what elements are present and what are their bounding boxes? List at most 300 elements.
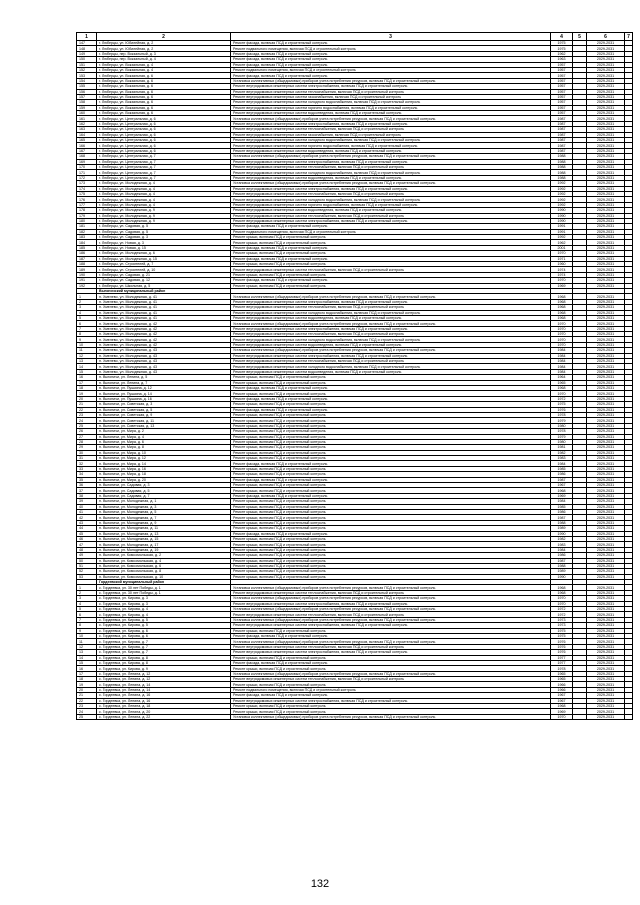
- row-address: г. Люберцы, ул. Вокзальная, д. 6: [97, 94, 231, 99]
- row-address: г. Люберцы, ул. Молодежная, д. 4: [97, 202, 231, 207]
- row-year: 1986: [551, 553, 573, 558]
- row-work-type: Ремонт внутридомовых инженерных систем горячего водоснабжения, включая ПСД и строительный контроль: [231, 143, 551, 148]
- row-year: 1988: [551, 563, 573, 568]
- row-year: 1990: [551, 208, 573, 213]
- row-number: 147: [77, 41, 97, 46]
- row-address: п. Выгоничи, ул. Молодежная, д. 13: [97, 531, 231, 536]
- row-period: 2029-2031: [587, 677, 625, 682]
- row-number: 151: [77, 62, 97, 67]
- row-work-type: Установка коллективных (общедомовых) приборов учета потребления ресурсов, включая ПСД и строительный контроль: [231, 154, 551, 159]
- row-address: с. Гордеевка, ул. Ленина, д. 12: [97, 677, 231, 682]
- row-address: п. Выгоничи, ул. Садовая, д. 3: [97, 483, 231, 488]
- row-year: 1965: [551, 671, 573, 676]
- row-year: 1970: [551, 326, 573, 331]
- row-period: 2029-2031: [587, 666, 625, 671]
- row-number: 7: [77, 617, 97, 622]
- row-address: г. Люберцы, ул. Строителей, д. 7: [97, 262, 231, 267]
- row-period: 2029-2031: [587, 191, 625, 196]
- row-work-type: Ремонт крыши, включая ПСД и строительный контроль: [231, 456, 551, 461]
- row-work-type: Ремонт крыши, включая ПСД и строительный контроль: [231, 272, 551, 277]
- row-work-type: Ремонт крыши, включая ПСД и строительный контроль: [231, 235, 551, 240]
- row-address: п. Выгоничи, ул. Комсомольская, д. 6: [97, 563, 231, 568]
- row-number: 169: [77, 159, 97, 164]
- row-work-type: Ремонт внутридомовых инженерных систем теплоснабжения, включая ПСД и строительный контроль: [231, 164, 551, 169]
- row-number: 48: [77, 547, 97, 552]
- row-year: 1975: [551, 46, 573, 51]
- row-period: 2029-2031: [587, 84, 625, 89]
- row-number: 37: [77, 488, 97, 493]
- row-address: п. Хмелево, ул. Молодежная, д. 41: [97, 305, 231, 310]
- row-work-type: Установка коллективных (общедомовых) приборов учета потребления ресурсов, включая ПСД и строительный контроль: [231, 617, 551, 622]
- row-address: г. Люберцы, ул. Молодежная, д. 6: [97, 251, 231, 256]
- row-address: г. Люберцы, ул. Центральная, д. 6: [97, 148, 231, 153]
- row-work-type: Ремонт внутридомовых инженерных систем теплоснабжения, включая ПСД и строительный контроль: [231, 213, 551, 218]
- row-year: 1984: [551, 353, 573, 358]
- row-number: 19: [77, 682, 97, 687]
- row-address: п. Выгоничи, ул. Ленина, д. 5: [97, 375, 231, 380]
- row-period: 2029-2031: [587, 509, 625, 514]
- row-work-type: Ремонт внутридомовых инженерных систем водоотведения, включая ПСД и строительный контроль: [231, 208, 551, 213]
- row-work-type: Ремонт фасада, включая ПСД и строительный контроль: [231, 224, 551, 229]
- row-address: п. Выгоничи, ул. Мира, д. 16: [97, 466, 231, 471]
- row-period: 2029-2031: [587, 493, 625, 498]
- row-address: п. Выгоничи, ул. Советская, д. 5: [97, 407, 231, 412]
- row-number: 9: [77, 337, 97, 342]
- row-period: 2029-2031: [587, 283, 625, 288]
- row-work-type: Ремонт фасада, включая ПСД и строительный контроль: [231, 396, 551, 401]
- row-number: 179: [77, 213, 97, 218]
- row-address: с. Гордеевка, ул. Кирова, д. 7: [97, 644, 231, 649]
- row-address: п. Выгоничи, ул. Мира, д. 12: [97, 456, 231, 461]
- row-work-type: Ремонт крыши, включая ПСД и строительный контроль: [231, 682, 551, 687]
- row-work-type: Установка коллективных (общедомовых) приборов учета потребления ресурсов, включая ПСД и строительный контроль: [231, 585, 551, 590]
- row-period: 2029-2031: [587, 499, 625, 504]
- row-address: п. Выгоничи, ул. Молодежная, д. 5: [97, 509, 231, 514]
- row-work-type: Ремонт внутридомовых инженерных систем теплоснабжения, включая ПСД и строительный контроль: [231, 89, 551, 94]
- row-number: 51: [77, 563, 97, 568]
- row-year: 1985: [551, 466, 573, 471]
- row-work-type: Ремонт фасада, включая ПСД и строительный контроль: [231, 660, 551, 665]
- row-work-type: Ремонт внутридомовых инженерных систем электроснабжения, включая ПСД и строительный контроль: [231, 186, 551, 191]
- row-period: 2029-2031: [587, 111, 625, 116]
- row-work-type: Ремонт крыши, включая ПСД и строительный контроль: [231, 450, 551, 455]
- row-period: 2029-2031: [587, 170, 625, 175]
- row-period: 2029-2031: [587, 321, 625, 326]
- row-number: 41: [77, 509, 97, 514]
- row-number: 52: [77, 569, 97, 574]
- row-work-type: Ремонт внутридомовых инженерных систем электроснабжения, включая ПСД и строительный контроль: [231, 84, 551, 89]
- row-number: 182: [77, 229, 97, 234]
- row-number: 17: [77, 671, 97, 676]
- row-work-type: Ремонт крыши, включая ПСД и строительный контроль: [231, 434, 551, 439]
- row-number: 3: [77, 305, 97, 310]
- row-period: 2029-2031: [587, 353, 625, 358]
- row-number: 38: [77, 493, 97, 498]
- row-address: Гордеевский муниципальный район: [97, 580, 231, 585]
- row-period: 2029-2031: [587, 429, 625, 434]
- row-work-type: Ремонт крыши, включая ПСД и строительный контроль: [231, 380, 551, 385]
- row-number: 172: [77, 175, 97, 180]
- row-period: 2029-2031: [587, 62, 625, 67]
- row-year: 1968: [551, 305, 573, 310]
- row-work-type: Ремонт крыши, включая ПСД и строительный контроль: [231, 488, 551, 493]
- row-period: 2029-2031: [587, 644, 625, 649]
- row-period: 2029-2031: [587, 67, 625, 72]
- row-address: г. Люберцы, ул. Центральная, д. 6: [97, 132, 231, 137]
- row-number: 170: [77, 164, 97, 169]
- row-period: 2029-2031: [587, 456, 625, 461]
- row-number: 177: [77, 202, 97, 207]
- row-period: 2029-2031: [587, 57, 625, 62]
- row-year: 1984: [551, 359, 573, 364]
- row-year: 1986: [551, 472, 573, 477]
- row-number: 163: [77, 127, 97, 132]
- row-address: п. Выгоничи, ул. Молодежная, д. 19: [97, 547, 231, 552]
- row-period: 2029-2031: [587, 660, 625, 665]
- row-year: 1957: [551, 67, 573, 72]
- row-period: 2029-2031: [587, 41, 625, 46]
- row-work-type: Ремонт фасада, включая ПСД и строительный контроль: [231, 477, 551, 482]
- row-period: 2029-2031: [587, 132, 625, 137]
- row-address: с. Гордеевка, ул. Кирова, д. 4: [97, 612, 231, 617]
- row-address: п. Выгоничи, ул. Садовая, д. 5: [97, 488, 231, 493]
- row-year: 1968: [551, 299, 573, 304]
- row-period: 2029-2031: [587, 547, 625, 552]
- row-period: 2029-2031: [587, 526, 625, 531]
- row-address: п. Выгоничи, ул. Молодежная, д. 7: [97, 515, 231, 520]
- row-period: 2029-2031: [587, 380, 625, 385]
- row-work-type: Ремонт крыши, включая ПСД и строительный контроль: [231, 240, 551, 245]
- row-number: 164: [77, 132, 97, 137]
- row-year: 1971: [551, 256, 573, 261]
- row-year: 1973: [551, 623, 573, 628]
- row-year: 1985: [551, 504, 573, 509]
- row-year: 1982: [551, 450, 573, 455]
- row-work-type: Ремонт внутридомовых инженерных систем горячего водоснабжения, включая ПСД и строительный контроль: [231, 202, 551, 207]
- row-period: 2029-2031: [587, 671, 625, 676]
- row-year: 1967: [551, 693, 573, 698]
- row-year: 1972: [551, 396, 573, 401]
- row-year: 1957: [551, 73, 573, 78]
- row-year: 1976: [551, 639, 573, 644]
- row-number: 16: [77, 666, 97, 671]
- row-address: г. Люберцы, ул. Центральная, д. 6: [97, 143, 231, 148]
- row-number: 35: [77, 477, 97, 482]
- row-address: г. Люберцы, ул. Молодежная, д. 4: [97, 191, 231, 196]
- row-year: 1987: [551, 148, 573, 153]
- row-number: 152: [77, 67, 97, 72]
- row-period: 2029-2031: [587, 224, 625, 229]
- row-year: 1992: [551, 202, 573, 207]
- row-address: п. Выгоничи, ул. Молодежная, д. 11: [97, 526, 231, 531]
- row-year: 1984: [551, 364, 573, 369]
- row-address: с. Гордеевка, ул. 30 лет Победы, д. 1: [97, 585, 231, 590]
- column-header: 5: [573, 33, 587, 41]
- row-year: 1968: [551, 386, 573, 391]
- row-address: с. Гордеевка, ул. Кирова, д. 8: [97, 660, 231, 665]
- row-work-type: Установка коллективных (общедомовых) приборов учета потребления ресурсов, включая ПСД и строительный контроль: [231, 116, 551, 121]
- row-number: 158: [77, 100, 97, 105]
- row-number: 4: [77, 310, 97, 315]
- row-address: п. Хмелево, ул. Молодежная, д. 42: [97, 337, 231, 342]
- row-work-type: Ремонт подвального помещения, включая ПСД и строительный контроль: [231, 67, 551, 72]
- row-work-type: Ремонт внутридомовых инженерных систем электроснабжения, включая ПСД и строительный контроль: [231, 218, 551, 223]
- row-period: 2029-2031: [587, 326, 625, 331]
- row-address: г. Люберцы, ул. Центральная, д. 7: [97, 164, 231, 169]
- row-period: 2029-2031: [587, 402, 625, 407]
- row-work-type: Ремонт крыши, включая ПСД и строительный контроль: [231, 391, 551, 396]
- row-number: 29: [77, 445, 97, 450]
- row-address: г. Люберцы, ул. Центральная, д. 6: [97, 138, 231, 143]
- row-work-type: Ремонт внутридомовых инженерных систем электроснабжения, включая ПСД и строительный контроль: [231, 623, 551, 628]
- row-number: 25: [77, 423, 97, 428]
- row-period: 2029-2031: [587, 682, 625, 687]
- row-number: 6: [77, 321, 97, 326]
- row-address: с. Гордеевка, ул. Ленина, д. 20: [97, 709, 231, 714]
- row-address: п. Хмелево, ул. Молодежная, д. 41: [97, 294, 231, 299]
- row-period: 2029-2031: [587, 520, 625, 525]
- row-number: 150: [77, 57, 97, 62]
- row-number: 34: [77, 472, 97, 477]
- row-year: 1984: [551, 369, 573, 374]
- row-year: 1992: [551, 197, 573, 202]
- row-work-type: Ремонт внутридомовых инженерных систем теплоснабжения, включая ПСД и строительный контроль: [231, 612, 551, 617]
- row-period: 2029-2031: [587, 601, 625, 606]
- row-address: г. Люберцы, ул. Садовая, д. 21: [97, 272, 231, 277]
- row-year: 1987: [551, 116, 573, 121]
- row-year: 1991: [551, 229, 573, 234]
- row-address: с. Гордеевка, ул. Кирова, д. 8: [97, 655, 231, 660]
- row-number: 188: [77, 262, 97, 267]
- row-work-type: Установка коллективных (общедомовых) приборов учета потребления ресурсов, включая ПСД и строительный контроль: [231, 78, 551, 83]
- row-period: 2029-2031: [587, 364, 625, 369]
- row-number: 5: [77, 607, 97, 612]
- row-number: 26: [77, 429, 97, 434]
- row-work-type: Ремонт внутридомовых инженерных систем теплоснабжения, включая ПСД и строительный контроль: [231, 677, 551, 682]
- row-work-type: Ремонт крыши, включая ПСД и строительный контроль: [231, 429, 551, 434]
- row-number: 22: [77, 698, 97, 703]
- row-year: 1990: [551, 531, 573, 536]
- row-number: 16: [77, 375, 97, 380]
- row-period: 2029-2031: [587, 687, 625, 692]
- row-year: 1979: [551, 434, 573, 439]
- row-work-type: Ремонт крыши, включая ПСД и строительный контроль: [231, 574, 551, 579]
- row-work-type: Ремонт внутридомовых инженерных систем теплоснабжения, включая ПСД и строительный контроль: [231, 305, 551, 310]
- row-number: 6: [77, 612, 97, 617]
- row-work-type: Ремонт внутридомовых инженерных систем электроснабжения, включая ПСД и строительный контроль: [231, 601, 551, 606]
- row-work-type: Установка коллективных (общедомовых) приборов учета потребления ресурсов, включая ПСД и строительный контроль: [231, 321, 551, 326]
- row-period: 2029-2031: [587, 310, 625, 315]
- row-year: 1975: [551, 633, 573, 638]
- row-work-type: Ремонт внутридомовых инженерных систем теплоснабжения, включая ПСД и строительный контроль: [231, 359, 551, 364]
- row-period: 2029-2031: [587, 375, 625, 380]
- row-number: 190: [77, 272, 97, 277]
- row-period: 2029-2031: [587, 623, 625, 628]
- row-period: 2029-2031: [587, 121, 625, 126]
- row-period: 2029-2031: [587, 278, 625, 283]
- row-work-type: Ремонт внутридомовых инженерных систем водоотведения, включая ПСД и строительный контроль: [231, 111, 551, 116]
- row-period: 2029-2031: [587, 407, 625, 412]
- row-work-type: Ремонт фасада, включая ПСД и строительный контроль: [231, 57, 551, 62]
- row-year: 1984: [551, 348, 573, 353]
- row-year: 1968: [551, 310, 573, 315]
- row-empty-cell: [625, 714, 633, 719]
- row-year: 1957: [551, 84, 573, 89]
- row-work-type: Ремонт крыши, включая ПСД и строительный контроль: [231, 558, 551, 563]
- row-work-type: Ремонт внутридомовых инженерных систем электроснабжения, включая ПСД и строительный контроль: [231, 299, 551, 304]
- row-address: п. Хмелево, ул. Молодежная, д. 41: [97, 310, 231, 315]
- row-period: 2029-2031: [587, 154, 625, 159]
- row-work-type: Ремонт крыши, включая ПСД и строительный контроль: [231, 655, 551, 660]
- capital-repair-table: [76, 32, 633, 720]
- row-period: 2029-2031: [587, 143, 625, 148]
- row-address: г. Люберцы, ул. Юбилейная, д. 2: [97, 41, 231, 46]
- row-period: 2029-2031: [587, 294, 625, 299]
- row-period: 2029-2031: [587, 628, 625, 633]
- row-work-type: Ремонт крыши, включая ПСД и строительный контроль: [231, 520, 551, 525]
- row-number: 21: [77, 693, 97, 698]
- row-work-type: Ремонт подвального помещения, включая ПСД и строительный контроль: [231, 46, 551, 51]
- row-address: п. Выгоничи, ул. Молодежная, д. 1: [97, 499, 231, 504]
- row-work-type: Ремонт крыши, включая ПСД и строительный контроль: [231, 504, 551, 509]
- row-year: 1964: [551, 375, 573, 380]
- row-address: п. Выгоничи, ул. Пушкина, д. 12: [97, 386, 231, 391]
- row-year: 1978: [551, 412, 573, 417]
- row-year: 1976: [551, 650, 573, 655]
- row-period: 2029-2031: [587, 94, 625, 99]
- row-address: п. Выгоничи, ул. Ленина, д. 7: [97, 380, 231, 385]
- row-work-type: Ремонт фасада, включая ПСД и строительный контроль: [231, 531, 551, 536]
- row-period: 2029-2031: [587, 488, 625, 493]
- row-period: 2029-2031: [587, 73, 625, 78]
- row-number: 18: [77, 386, 97, 391]
- row-work-type: Ремонт фасада, включая ПСД и строительный контроль: [231, 493, 551, 498]
- row-number: 12: [77, 353, 97, 358]
- row-year: 1975: [551, 628, 573, 633]
- row-period: 2029-2031: [587, 396, 625, 401]
- row-year: 1979: [551, 418, 573, 423]
- row-address: п. Хмелево, ул. Молодежная, д. 42: [97, 342, 231, 347]
- row-work-type: Ремонт фасада, включая ПСД и строительный контроль: [231, 62, 551, 67]
- row-address: г. Люберцы, ул. Центральная, д. 6: [97, 127, 231, 132]
- row-period: 2029-2031: [587, 445, 625, 450]
- row-year: 1969: [551, 709, 573, 714]
- row-period: 2029-2031: [587, 391, 625, 396]
- row-number: 189: [77, 267, 97, 272]
- row-period: 2029-2031: [587, 240, 625, 245]
- row-period: 2029-2031: [587, 148, 625, 153]
- row-number: 5: [77, 315, 97, 320]
- row-number: 165: [77, 138, 97, 143]
- row-work-type: Установка коллективных (общедомовых) приборов учета потребления ресурсов, включая ПСД и строительный контроль: [231, 607, 551, 612]
- row-address: п. Выгоничи, ул. Мира, д. 6: [97, 439, 231, 444]
- row-address: п. Хмелево, ул. Молодежная, д. 41: [97, 299, 231, 304]
- row-period: 2029-2031: [587, 633, 625, 638]
- row-address: п. Выгоничи, ул. Садовая, д. 7: [97, 493, 231, 498]
- row-period: 2029-2031: [587, 229, 625, 234]
- row-work-type: Ремонт внутридомовых инженерных систем теплоснабжения, включая ПСД и строительный контроль: [231, 332, 551, 337]
- row-work-type: Ремонт крыши, включая ПСД и строительный контроль: [231, 445, 551, 450]
- row-year: 1976: [551, 644, 573, 649]
- row-work-type: Ремонт внутридомовых инженерных систем электроснабжения, включая ПСД и строительный контроль: [231, 326, 551, 331]
- row-work-type: Ремонт внутридомовых инженерных систем теплоснабжения, включая ПСД и строительный контроль: [231, 127, 551, 132]
- row-number: 2: [77, 590, 97, 595]
- row-address: с. Гордеевка, ул. Ленина, д. 22: [97, 714, 231, 719]
- row-address: г. Люберцы, ул. Молодежная, д. 4: [97, 181, 231, 186]
- row-work-type: Ремонт фасада, включая ПСД и строительный контроль: [231, 51, 551, 56]
- row-work-type: Ремонт крыши, включая ПСД и строительный контроль: [231, 402, 551, 407]
- row-address: с. Гордеевка, ул. Ленина, д. 14: [97, 682, 231, 687]
- row-period: 2029-2031: [587, 477, 625, 482]
- row-address: г. Люберцы, ул. Садовая, д. 3: [97, 235, 231, 240]
- row-address: г. Люберцы, ул. Садовая, д. 12: [97, 278, 231, 283]
- row-work-type: Ремонт внутридомовых инженерных систем холодного водоснабжения, включая ПСД и строительный контроль: [231, 337, 551, 342]
- row-number: 176: [77, 197, 97, 202]
- row-work-type: Ремонт крыши, включая ПСД и строительный контроль: [231, 563, 551, 568]
- row-number: 154: [77, 78, 97, 83]
- row-year: 1988: [551, 170, 573, 175]
- row-number: 20: [77, 687, 97, 692]
- row-year: 1987: [551, 138, 573, 143]
- row-address: п. Выгоничи, ул. Мира, д. 10: [97, 450, 231, 455]
- row-year: 1984: [551, 461, 573, 466]
- row-work-type: Ремонт внутридомовых инженерных систем теплоснабжения, включая ПСД и строительный контроль: [231, 191, 551, 196]
- row-number: 156: [77, 89, 97, 94]
- row-work-type: Ремонт крыши, включая ПСД и строительный контроль: [231, 628, 551, 633]
- row-address: г. Люберцы, ул. Вокзальная, д. 6: [97, 100, 231, 105]
- row-period: 2029-2031: [587, 590, 625, 595]
- row-period: 2029-2031: [587, 536, 625, 541]
- row-work-type: Ремонт внутридомовых инженерных систем электроснабжения, включая ПСД и строительный контроль: [231, 698, 551, 703]
- row-work-type: Ремонт фасада, включая ПСД и строительный контроль: [231, 407, 551, 412]
- row-number: 181: [77, 224, 97, 229]
- row-number: 155: [77, 84, 97, 89]
- row-address: п. Выгоничи, ул. Комсомольская, д. 4: [97, 558, 231, 563]
- row-number: 47: [77, 542, 97, 547]
- row-address: г. Люберцы, ул. Молодежная, д. 9: [97, 218, 231, 223]
- row-number: 8: [77, 623, 97, 628]
- row-address: п. Выгоничи, ул. Мира, д. 2: [97, 429, 231, 434]
- row-period: 2029-2031: [587, 466, 625, 471]
- row-year: 1962: [551, 240, 573, 245]
- row-year: 1974: [551, 272, 573, 277]
- row-year: 2001: [551, 245, 573, 250]
- row-year: 1983: [551, 456, 573, 461]
- row-work-type: Ремонт крыши, включая ПСД и строительный контроль: [231, 553, 551, 558]
- row-work-type: Ремонт фасада, включая ПСД и строительный контроль: [231, 278, 551, 283]
- row-period: 2029-2031: [587, 515, 625, 520]
- row-work-type: Ремонт крыши, включая ПСД и строительный контроль: [231, 547, 551, 552]
- row-number: 183: [77, 235, 97, 240]
- row-address: г. Люберцы, ул. Центральная, д. 6: [97, 121, 231, 126]
- row-address: г. Люберцы, ул. Новая, д. 15: [97, 245, 231, 250]
- row-number: 167: [77, 148, 97, 153]
- row-year: 1978: [551, 666, 573, 671]
- row-number: 185: [77, 245, 97, 250]
- row-work-type: Ремонт внутридомовых инженерных систем электроснабжения, включая ПСД и строительный контроль: [231, 353, 551, 358]
- row-work-type: Ремонт внутридомовых инженерных систем водоотведения, включая ПСД и строительный контроль: [231, 369, 551, 374]
- row-period: 2029-2031: [587, 332, 625, 337]
- row-year: 1972: [551, 607, 573, 612]
- row-work-type: Установка коллективных (общедомовых) приборов учета потребления ресурсов, включая ПСД и строительный контроль: [231, 596, 551, 601]
- row-address: г. Люберцы, ул. Вокзальная, д. 6: [97, 89, 231, 94]
- row-year: 1965: [551, 677, 573, 682]
- row-work-type: Установка коллективных (общедомовых) приборов учета потребления ресурсов, включая ПСД и строительный контроль: [231, 714, 551, 719]
- row-year: 1968: [551, 315, 573, 320]
- row-work-type: Ремонт внутридомовых инженерных систем холодного водоснабжения, включая ПСД и строительный контроль: [231, 100, 551, 105]
- row-period: 2029-2031: [587, 235, 625, 240]
- row-address: п. Выгоничи, ул. Мира, д. 14: [97, 461, 231, 466]
